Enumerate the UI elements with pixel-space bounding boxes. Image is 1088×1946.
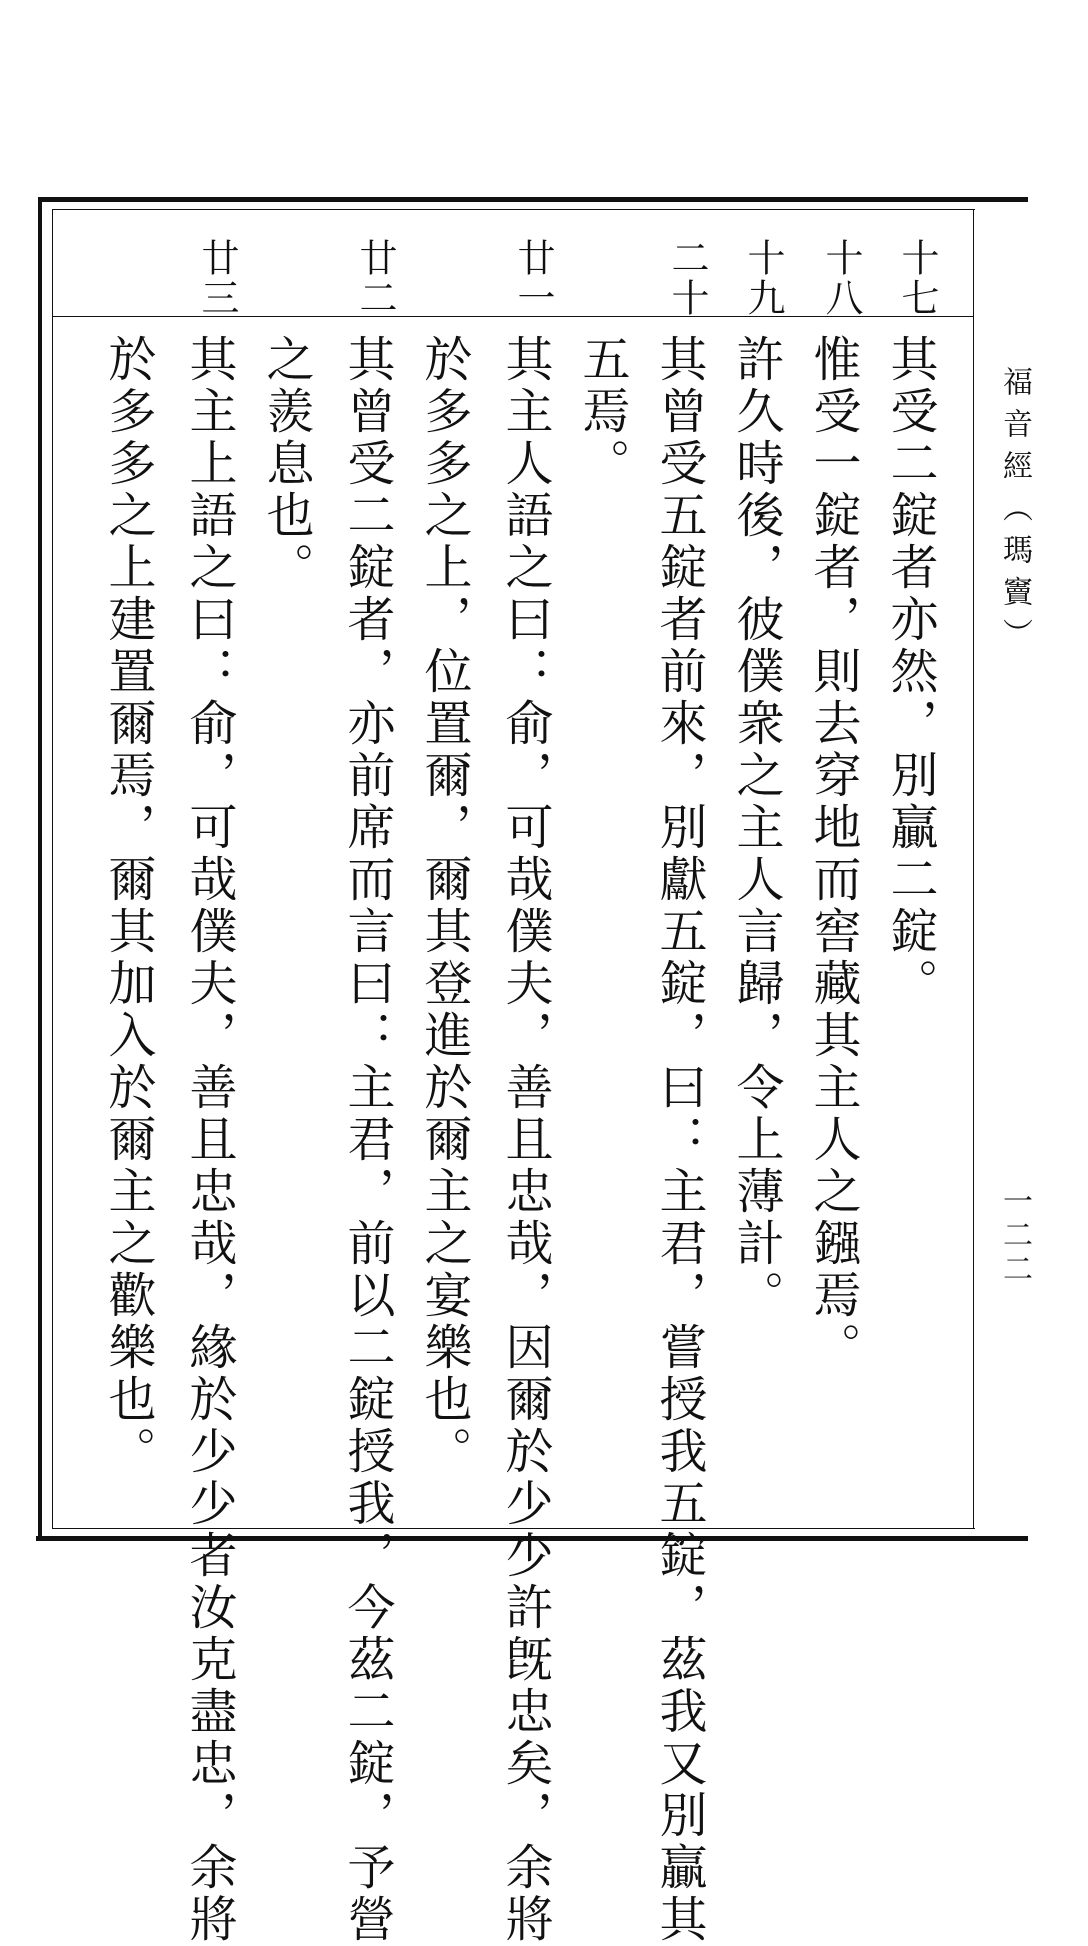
text-column: 五焉。 [574, 334, 630, 490]
frame-left-rule [38, 197, 42, 1541]
verse-number: 二十 [665, 238, 709, 318]
text-column: 於多多之上建置爾焉，爾其加入於爾主之歡樂也。 [100, 334, 156, 1478]
verse-number: 十九 [741, 238, 785, 318]
verse-number: 十七 [895, 238, 939, 318]
text-column: 之羨息也。 [258, 334, 314, 594]
text-column: 其主上語之曰：俞，可哉僕夫，善且忠哉，緣於少少者汝克盡忠，余將 [181, 334, 237, 1946]
page-number: 一二二 [997, 1185, 1032, 1287]
frame-top-inner-rule [52, 209, 975, 210]
text-column: 惟受一錠者，則去穿地而窖藏其主人之鏹焉。 [805, 334, 861, 1374]
verse-number: 廿二 [353, 238, 397, 318]
text-column: 於多多之上，位置爾，爾其登進於爾主之宴樂也。 [416, 334, 472, 1478]
text-column: 許久時後，彼僕衆之主人言歸，令上薄計。 [728, 334, 784, 1322]
frame-top-rule [38, 197, 1028, 202]
running-title: 福音經（瑪竇） [997, 366, 1032, 660]
text-column: 其曾受二錠者，亦前席而言曰：主君，前以二錠授我，今茲二錠，予營 [339, 334, 395, 1946]
text-column: 其曾受五錠者前來，別獻五錠，曰：主君，嘗授我五錠，茲我又別贏其 [651, 334, 707, 1946]
verse-number: 十八 [819, 238, 863, 318]
text-column: 其受二錠者亦然，別贏二錠。 [882, 334, 938, 1010]
frame-left-inner-rule [52, 209, 53, 1529]
frame-right-rule [973, 209, 974, 1529]
text-column: 其主人語之曰：俞，可哉僕夫，善且忠哉，因爾於少少許旣忠矣，余將 [497, 334, 553, 1946]
verse-number: 廿三 [195, 238, 239, 318]
verse-number: 廿一 [511, 238, 555, 318]
